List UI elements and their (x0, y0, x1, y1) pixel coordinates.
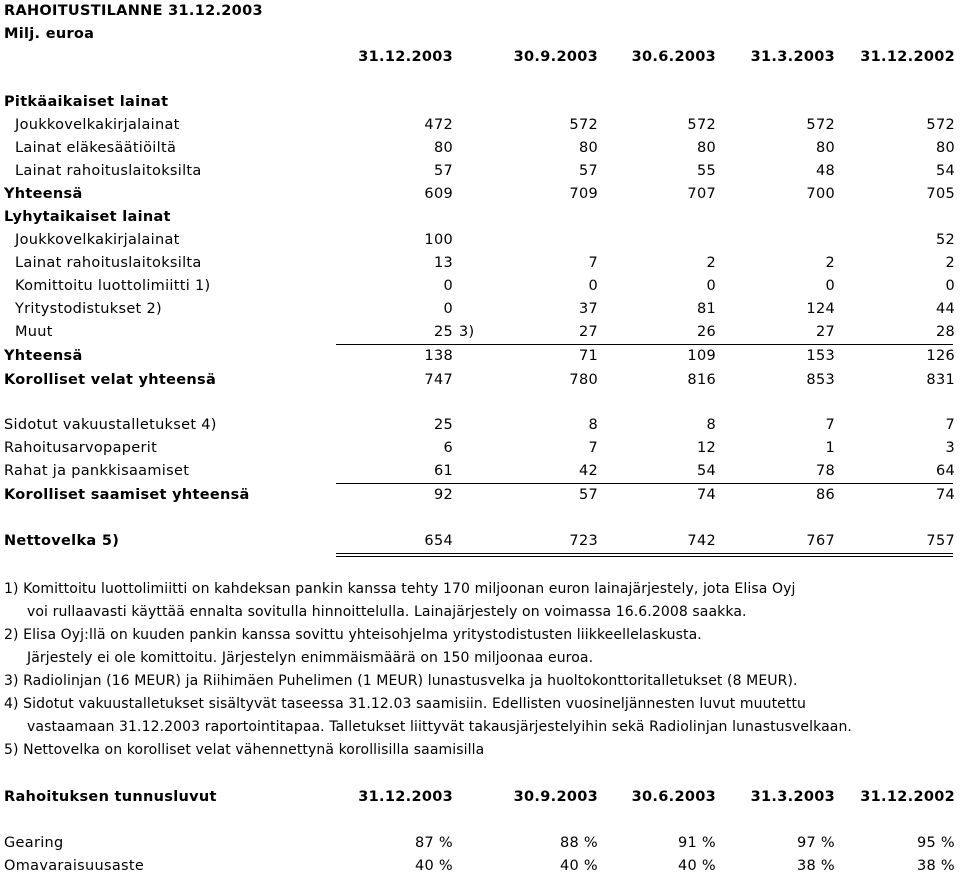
double-underline (336, 556, 953, 557)
cell: 2 (825, 255, 835, 271)
cell: 74 (935, 487, 955, 503)
cell: 1 (825, 440, 835, 456)
table-row (0, 275, 960, 298)
cell: 126 (926, 348, 955, 364)
footnote-ref: 3) (459, 324, 475, 340)
footnote: vastaamaan 31.12.2003 raportointitapaa. Talletukset liittyvät takausjärjestelyihin sekä Radiolinjan lunastusvelkaan. (27, 719, 852, 735)
cell: 91 % (677, 835, 716, 851)
cell: 12 (696, 440, 716, 456)
cell: 7 (588, 255, 598, 271)
cell: 38 % (796, 858, 835, 874)
column-header: 31.12.2003 (358, 49, 453, 65)
column-header: 30.9.2003 (513, 789, 598, 805)
cell: 97 % (796, 835, 835, 851)
unit-label: Milj. euroa (4, 26, 95, 42)
footnote: voi rullaavasti käyttää ennalta sovitulla hinnoittelulla. Lainajärjestely on voimassa 16.6.2008 saakka. (27, 604, 747, 620)
cell: 37 (578, 301, 598, 317)
ratios-header-row (0, 786, 960, 809)
footnote: 2) Elisa Oyj:llä on kuuden pankin kanssa sovittu yhteisohjelma yritystodistusten liikkeellelaskusta. (4, 627, 702, 643)
cell: 27 (578, 324, 598, 340)
cell: 40 % (559, 858, 598, 874)
cell: 472 (424, 117, 453, 133)
row-label: Joukkovelkakirjalainat (15, 117, 180, 133)
cell: 6 (443, 440, 453, 456)
cell: 723 (569, 533, 598, 549)
cell: 572 (687, 117, 716, 133)
total-row (0, 369, 960, 392)
cell: 54 (935, 163, 955, 179)
cell: 25 (433, 324, 453, 340)
cell: 709 (569, 186, 598, 202)
total-row (0, 183, 960, 206)
cell: 40 % (414, 858, 453, 874)
row-label: Muut (15, 324, 53, 340)
cell: 757 (926, 533, 955, 549)
cell: 2 (706, 255, 716, 271)
table-row (0, 252, 960, 275)
footnote: 5) Nettovelka on korolliset velat vähennettynä korollisilla saamisilla (4, 742, 485, 758)
column-header: 31.3.2003 (750, 789, 835, 805)
cell: 48 (815, 163, 835, 179)
table-row (0, 298, 960, 321)
cell: 42 (578, 463, 598, 479)
cell: 707 (687, 186, 716, 202)
table-row (0, 160, 960, 183)
cell: 80 (815, 140, 835, 156)
table-row (0, 414, 960, 437)
cell: 25 (433, 417, 453, 433)
total-row (0, 484, 960, 507)
row-label: Omavaraisuusaste (4, 858, 145, 874)
cell: 80 (696, 140, 716, 156)
table-row (0, 321, 960, 344)
column-header-row (0, 46, 960, 69)
cell: 74 (696, 487, 716, 503)
cell: 8 (588, 417, 598, 433)
row-label: Lainat rahoituslaitoksilta (15, 255, 202, 271)
cell: 57 (578, 487, 598, 503)
cell: 7 (588, 440, 598, 456)
cell: 705 (926, 186, 955, 202)
row-label: Joukkovelkakirjalainat (15, 232, 180, 248)
cell: 100 (424, 232, 453, 248)
cell: 40 % (677, 858, 716, 874)
total-row (0, 345, 960, 368)
cell: 64 (935, 463, 955, 479)
cell: 54 (696, 463, 716, 479)
column-header: 31.3.2003 (750, 49, 835, 65)
footnote: Järjestely ei ole komittoitu. Järjestelyn enimmäismäärä on 150 miljoonaa euroa. (27, 650, 594, 666)
cell: 87 % (414, 835, 453, 851)
row-label: Komittoitu luottolimiitti 1) (15, 278, 211, 294)
table-row (0, 437, 960, 460)
cell: 572 (806, 117, 835, 133)
section-heading-ratios: Rahoituksen tunnusluvut (4, 789, 217, 805)
column-header: 31.12.2002 (860, 49, 955, 65)
row-label: Nettovelka 5) (4, 533, 120, 549)
cell: 88 % (559, 835, 598, 851)
column-header: 31.12.2003 (358, 789, 453, 805)
cell: 0 (443, 301, 453, 317)
cell: 38 % (916, 858, 955, 874)
cell: 0 (443, 278, 453, 294)
cell: 7 (945, 417, 955, 433)
cell: 61 (433, 463, 453, 479)
cell: 13 (433, 255, 453, 271)
column-header: 31.12.2002 (860, 789, 955, 805)
cell: 124 (806, 301, 835, 317)
cell: 0 (588, 278, 598, 294)
row-label: Gearing (4, 835, 64, 851)
cell: 92 (433, 487, 453, 503)
column-header: 30.9.2003 (513, 49, 598, 65)
table-row (0, 114, 960, 137)
cell: 55 (696, 163, 716, 179)
cell: 572 (569, 117, 598, 133)
cell: 747 (424, 372, 453, 388)
cell: 831 (926, 372, 955, 388)
cell: 153 (806, 348, 835, 364)
cell: 78 (815, 463, 835, 479)
cell: 8 (706, 417, 716, 433)
cell: 767 (806, 533, 835, 549)
cell: 0 (825, 278, 835, 294)
column-header: 30.6.2003 (631, 789, 716, 805)
table-row (0, 832, 960, 855)
cell: 780 (569, 372, 598, 388)
cell: 654 (424, 533, 453, 549)
row-label: Yritystodistukset 2) (15, 301, 162, 317)
table-row (0, 137, 960, 160)
cell: 80 (935, 140, 955, 156)
net-debt-row (0, 530, 960, 553)
cell: 80 (578, 140, 598, 156)
row-label: Korolliset saamiset yhteensä (4, 487, 250, 503)
cell: 700 (806, 186, 835, 202)
footnote: 1) Komittoitu luottolimiitti on kahdeksan pankin kanssa tehty 170 miljoonan euron lainajärjestely, jota Elisa Oyj (4, 581, 796, 597)
cell: 0 (706, 278, 716, 294)
cell: 71 (578, 348, 598, 364)
cell: 7 (825, 417, 835, 433)
cell: 95 % (916, 835, 955, 851)
row-label: Lainat rahoituslaitoksilta (15, 163, 202, 179)
section-heading-short-term: Lyhytaikaiset lainat (4, 209, 171, 225)
cell: 138 (424, 348, 453, 364)
cell: 44 (935, 301, 955, 317)
column-header: 30.6.2003 (631, 49, 716, 65)
row-label: Sidotut vakuustalletukset 4) (4, 417, 217, 433)
double-underline (336, 553, 953, 554)
cell: 28 (935, 324, 955, 340)
table-row (0, 460, 960, 483)
cell: 572 (926, 117, 955, 133)
cell: 26 (696, 324, 716, 340)
row-label: Yhteensä (4, 186, 83, 202)
row-label: Yhteensä (4, 348, 83, 364)
cell: 80 (433, 140, 453, 156)
cell: 81 (696, 301, 716, 317)
row-label: Rahoitusarvopaperit (4, 440, 158, 456)
cell: 57 (578, 163, 598, 179)
report-title: RAHOITUSTILANNE 31.12.2003 (4, 3, 263, 19)
cell: 2 (945, 255, 955, 271)
cell: 57 (433, 163, 453, 179)
cell: 742 (687, 533, 716, 549)
cell: 0 (945, 278, 955, 294)
row-label: Korolliset velat yhteensä (4, 372, 217, 388)
table-row (0, 229, 960, 252)
footnote: 3) Radiolinjan (16 MEUR) ja Riihimäen Puhelimen (1 MEUR) lunastusvelka ja huoltokonttoritalletukset (8 MEUR). (4, 673, 798, 689)
row-label: Rahat ja pankkisaamiset (4, 463, 190, 479)
cell: 816 (687, 372, 716, 388)
cell: 86 (815, 487, 835, 503)
footnote: 4) Sidotut vakuustalletukset sisältyvät taseessa 31.12.03 saamisiin. Edellisten vuosineljännesten luvut muutettu (4, 696, 807, 712)
table-row (0, 855, 960, 878)
section-heading-long-term: Pitkäaikaiset lainat (4, 94, 169, 110)
cell: 52 (935, 232, 955, 248)
cell: 609 (424, 186, 453, 202)
cell: 853 (806, 372, 835, 388)
cell: 3 (945, 440, 955, 456)
cell: 27 (815, 324, 835, 340)
row-label: Lainat eläkesäätiöiltä (15, 140, 177, 156)
cell: 109 (687, 348, 716, 364)
